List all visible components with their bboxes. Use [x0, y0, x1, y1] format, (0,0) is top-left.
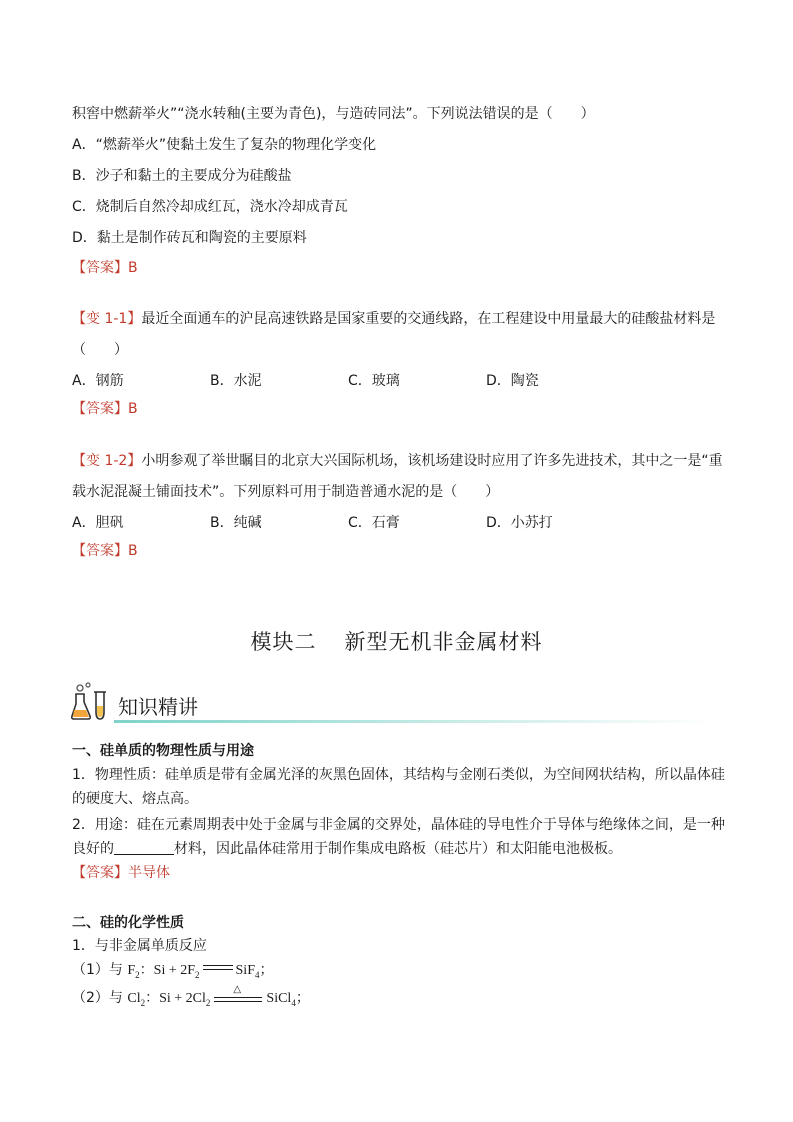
option-a: A．胆矾: [72, 515, 124, 531]
options-row: [72, 512, 624, 532]
colon: ：: [139, 962, 154, 978]
flask-icon: [70, 682, 112, 722]
end-mark: ；: [295, 990, 310, 1006]
subscript: 2: [140, 997, 146, 1008]
colon: ：: [145, 990, 160, 1006]
answer-value: 半导体: [128, 865, 170, 881]
subscript: 4: [254, 969, 260, 980]
subscript: 4: [291, 997, 296, 1008]
reaction-equation: [72, 959, 273, 980]
option-b: B．水泥: [210, 373, 262, 389]
text: 材料，因此晶体硅常用于制作集成电路板（硅芯片）和太阳能电池极板。: [174, 841, 622, 857]
subscript: 2: [205, 997, 211, 1008]
module-name: 新型无机非金属材料: [344, 630, 543, 654]
rhs: SiF: [235, 963, 255, 978]
banner-underline: [114, 720, 714, 723]
subscript: 2: [195, 969, 200, 980]
fill-blank: [114, 840, 174, 855]
answer-label: 【答案】: [72, 260, 128, 276]
option-b: B．沙子和黏土的主要成分为硅酸盐: [72, 168, 292, 184]
section-heading: 一、硅单质的物理性质与用途: [72, 743, 254, 759]
section-heading: 二、硅的化学性质: [72, 915, 184, 931]
question-stem-cont: （ ）: [72, 342, 128, 358]
variant-tag: 【变 1-2】: [72, 453, 142, 469]
reactant: Cl: [127, 991, 141, 1006]
paragraph-cont: [72, 838, 622, 858]
paragraph-cont: 的硬度大、熔点高。: [72, 791, 198, 807]
module-number: 模块二: [250, 630, 317, 654]
option-c: C．烧制后自然冷却成红瓦，浇水冷却成青瓦: [72, 199, 348, 215]
answer-line: [72, 257, 138, 277]
rhs: SiCl: [266, 991, 292, 1006]
option-d: D．陶瓷: [486, 373, 539, 389]
variant-question-1-1: [72, 308, 715, 328]
option-c: C．玻璃: [348, 373, 400, 389]
paragraph: 1．物理性质：硅单质是带有金属光泽的灰黑色固体，其结构与金刚石类似，为空间网状结构，所以晶体硅: [72, 767, 725, 783]
end-mark: ；: [259, 962, 274, 978]
question-stem: 最近全面通车的沪昆高速铁路是国家重要的交通线路，在工程建设中用量最大的硅酸盐材料是: [141, 311, 716, 327]
answer-line: [72, 862, 170, 882]
question-stem-cont: 载水泥混凝土铺面技术”。下列原料可用于制造普通水泥的是（ ）: [72, 484, 500, 500]
answer-line: [72, 540, 138, 560]
banner-title: 知识精讲: [118, 695, 198, 719]
reactant: F: [127, 963, 136, 978]
heat-condition: △: [233, 984, 242, 995]
option-c: C．石膏: [348, 515, 400, 531]
answer-value: B: [128, 401, 138, 417]
knowledge-banner: [70, 682, 720, 726]
label: （1）与: [72, 962, 128, 978]
option-d: D．黏土是制作砖瓦和陶瓷的主要原料: [72, 230, 307, 246]
question-stem: 小明参观了举世瞩目的北京大兴国际机场，该机场建设时应用了许多先进技术，其中之一是“重: [141, 453, 723, 469]
variant-question-1-2: [72, 450, 723, 470]
paragraph: 2．用途：硅在元素周期表中处于金属与非金属的交界处，晶体硅的导电性介于导体与绝缘体之间，是一种: [72, 817, 725, 833]
heating-equals-sign: [214, 984, 262, 1003]
variant-tag: 【变 1-1】: [72, 311, 142, 327]
answer-label: 【答案】: [72, 401, 128, 417]
subscript: 2: [135, 969, 140, 980]
option-d: D．小苏打: [486, 515, 553, 531]
answer-label: 【答案】: [72, 543, 128, 559]
lhs: Si + 2Cl: [159, 991, 206, 1006]
options-row: [72, 370, 624, 390]
option-b: B．纯碱: [210, 515, 262, 531]
lhs: Si + 2F: [153, 963, 196, 978]
equals-sign: [203, 963, 233, 973]
answer-label: 【答案】: [72, 865, 128, 881]
question-stem: 积窖中燃薪举火”“浇水转釉(主要为青色)，与造砖同法”。下列说法错误的是（ ）: [72, 106, 595, 122]
answer-line: [72, 398, 138, 418]
option-a: A．钢筋: [72, 373, 124, 389]
answer-value: B: [128, 260, 138, 276]
text: 良好的: [72, 841, 114, 857]
reaction-equation: [72, 984, 310, 1008]
label: （2）与: [72, 990, 128, 1006]
option-a: A．“燃薪举火”使黏土发生了复杂的物理化学变化: [72, 137, 377, 153]
module-title: [0, 626, 793, 656]
answer-value: B: [128, 543, 138, 559]
subheading: 1．与非金属单质反应: [72, 938, 207, 954]
